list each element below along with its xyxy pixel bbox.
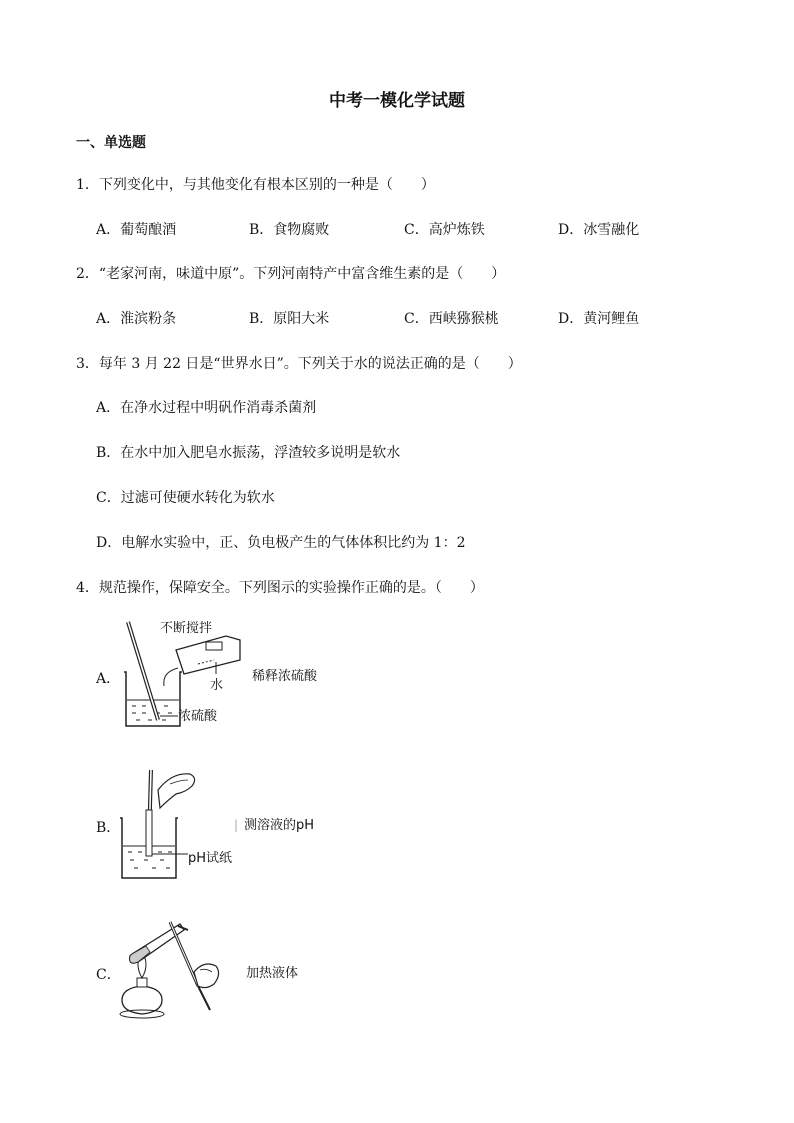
- question-2-stem: 2．“老家河南，味道中原”。下列河南特产中富含维生素的是（ ）: [76, 266, 506, 282]
- question-4-stem: 4．规范操作，保障安全。下列图示的实验操作正确的是。（ ）: [76, 580, 484, 596]
- svg-text:|: |: [234, 818, 239, 832]
- figure-a-acid-label: 浓硫酸: [178, 709, 218, 724]
- figure-b-paper-label: pH试纸: [188, 851, 233, 866]
- figure-a-dilution: [118, 616, 348, 732]
- question-3-option-d: D．电解水实验中，正、负电极产生的气体体积比约为 1：2: [96, 535, 466, 551]
- question-1-option-d: D．冰雪融化: [558, 222, 640, 238]
- question-1-stem: 1．下列变化中，与其他变化有根本区别的一种是（ ）: [76, 177, 435, 193]
- question-1-option-a: A．葡萄酿酒: [96, 222, 177, 238]
- question-4-option-b: B．: [96, 820, 121, 836]
- question-2-option-b: B．原阳大米: [249, 311, 330, 327]
- question-2-option-d: D．黄河鲤鱼: [558, 311, 640, 327]
- question-2-option-a: A．淮滨粉条: [96, 311, 177, 327]
- figure-b-caption: 测溶液的pH: [244, 818, 315, 833]
- figure-c-caption: 加热液体: [246, 966, 299, 981]
- question-4-option-c: C．: [96, 967, 121, 983]
- question-4-option-a: A．: [96, 671, 121, 687]
- section-heading: 一、单选题: [76, 135, 146, 151]
- figure-b-ph-test: [118, 766, 348, 882]
- question-1-option-b: B．食物腐败: [249, 222, 330, 238]
- figure-a-stir-label: 不断搅拌: [160, 621, 213, 636]
- question-3-option-b: B．在水中加入肥皂水振荡，浮渣较多说明是软水: [96, 445, 401, 461]
- figure-c-heating: [118, 914, 348, 1024]
- figure-a-water-label: 水: [210, 678, 224, 693]
- question-2-option-c: C．西峡猕猴桃: [404, 311, 499, 327]
- page-title: 中考一模化学试题: [329, 91, 465, 111]
- figure-a-caption: 稀释浓硫酸: [252, 669, 318, 684]
- question-3-option-a: A．在净水过程中明矾作消毒杀菌剂: [96, 400, 317, 416]
- question-3-stem: 3．每年 3 月 22 日是“世界水日”。下列关于水的说法正确的是（ ）: [76, 356, 522, 372]
- question-1-option-c: C．高炉炼铁: [404, 222, 485, 238]
- question-3-option-c: C．过滤可使硬水转化为软水: [96, 490, 275, 506]
